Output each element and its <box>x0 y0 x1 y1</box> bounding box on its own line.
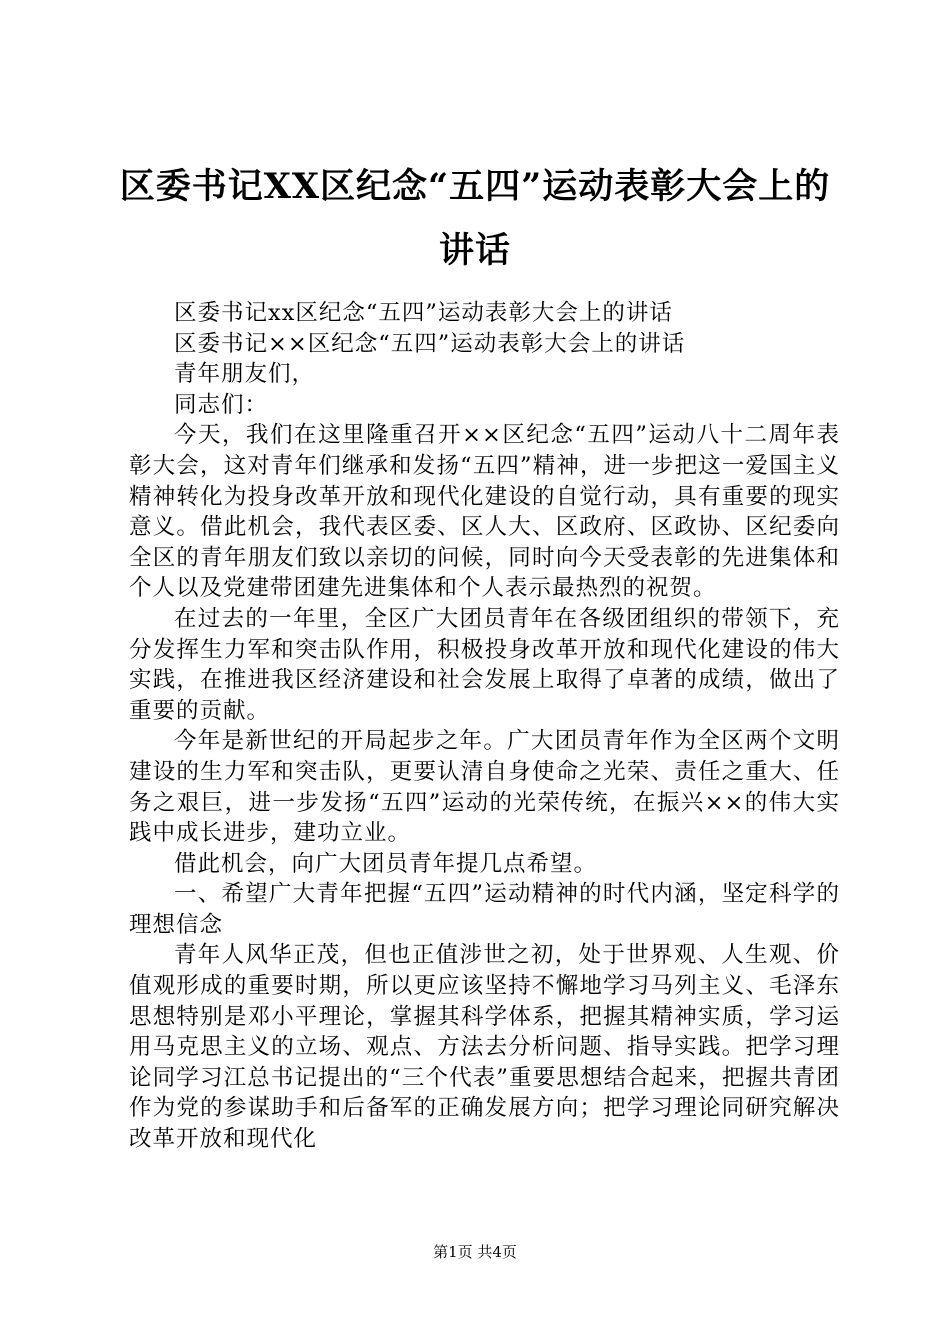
paragraph-greeting-comrades: 同志们： <box>174 391 269 418</box>
document-title: 区委书记XX区纪念“五四”运动表彰大会上的讲话 <box>119 166 831 271</box>
paragraph-section-one-heading: 一、希望广大青年把握“五四”运动精神的时代内涵，坚定科学的理想信念 <box>129 881 840 938</box>
document-body <box>129 298 840 1155</box>
paragraph-new-century: 今年是新世纪的开局起步之年。广大团员青年作为全区两个文明建设的生力军和突击队，更要认清自身使命之光荣、责任之重大、任务之艰巨，进一步发扬“五四”运动的光荣传统，在振兴××的伟大实践中成长进步，建功立业。 <box>129 728 840 847</box>
paragraph-opening: 今天，我们在这里隆重召开××区纪念“五四”运动八十二周年表彰大会，这对青年们继承和发扬“五四”精神，进一步把这一爱国主义精神转化为投身改革开放和现代化建设的自觉行动，具有重要的现实意义。借此机会，我代表区委、区人大、区政府、区政协、区纪委向全区的青年朋友们致以亲切的问候，同时向今天受表彰的先进集体和个人以及党建带团建先进集体和个人表示最热烈的祝贺。 <box>129 422 840 602</box>
paragraph-subtitle-1: 区委书记xx区纪念“五四”运动表彰大会上的讲话 <box>174 300 673 326</box>
paragraph-subtitle-2: 区委书记××区纪念“五四”运动表彰大会上的讲话 <box>174 330 686 357</box>
paragraph-greeting-youth: 青年朋友们， <box>174 361 316 388</box>
paragraph-past-year: 在过去的一年里，全区广大团员青年在各级团组织的带领下，充分发挥生力军和突击队作用，积极投身改革开放和现代化建设的伟大实践，在推进我区经济建设和社会发展上取得了卓著的成绩，做出了重要的贡献。 <box>129 605 840 724</box>
page-number-footer: 第1页 共4页 <box>433 1243 517 1261</box>
paragraph-section-one-body: 青年人风华正茂，但也正值涉世之初，处于世界观、人生观、价值观形成的重要时期，所以更应该坚持不懈地学习马列主义、毛泽东思想特别是邓小平理论，掌握其科学体系，把握其精神实质，学习运用马克思主义的立场、观点、方法去分析问题、指导实践。把学习理论同学习江总书记提出的“三个代表”重要思想结合起来，把握共青团作为党的参谋助手和后备军的正确发展方向；把学习理论同研究解决改革开放和现代化 <box>129 942 840 1153</box>
paragraph-hopes-intro: 借此机会，向广大团员青年提几点希望。 <box>174 850 598 877</box>
